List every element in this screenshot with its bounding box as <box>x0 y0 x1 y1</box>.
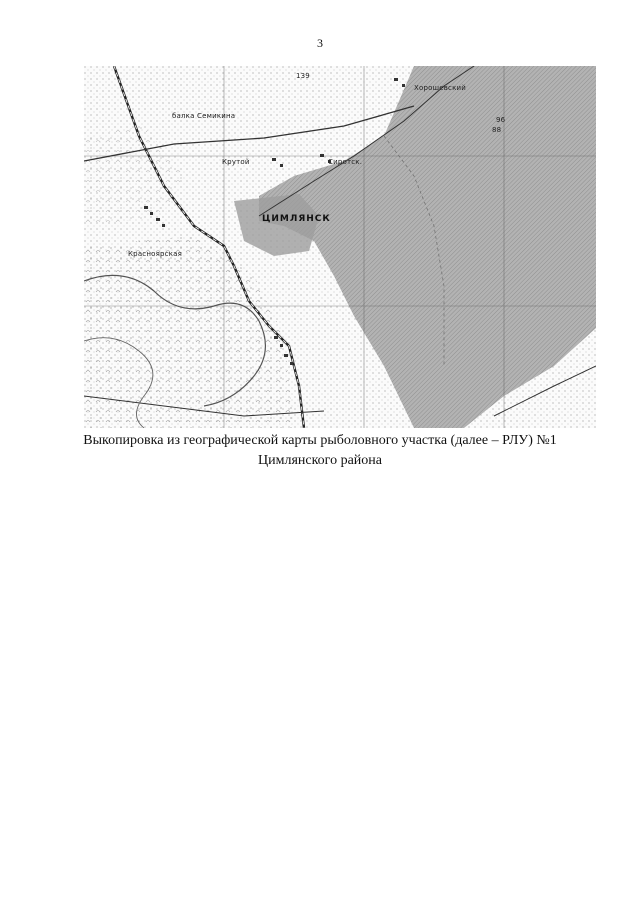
caption-line-1: Выкопировка из географической карты рыболовного участка (далее – РЛУ) №1 <box>83 433 557 448</box>
village-label-krasnoyarskaya: Красноярская <box>128 250 183 258</box>
height-label-96: 96 <box>496 116 506 124</box>
balka-label: балка Семикина <box>172 112 236 120</box>
map-excerpt <box>84 66 596 428</box>
map-graphic <box>84 66 596 428</box>
height-label-139: 139 <box>296 72 310 80</box>
map-caption <box>40 431 600 471</box>
height-label-88: 88 <box>492 126 502 134</box>
farm-label-krutoy: Крутой <box>222 158 250 166</box>
farm-label-khoroshevsky: Хорошевский <box>414 84 467 92</box>
city-label: ЦИМЛЯНСК <box>262 214 331 224</box>
page-number: 3 <box>317 36 323 50</box>
farm-label-sirotsky: Сиротск. <box>328 158 363 166</box>
caption-line-2: Цимлянского района <box>258 453 382 468</box>
